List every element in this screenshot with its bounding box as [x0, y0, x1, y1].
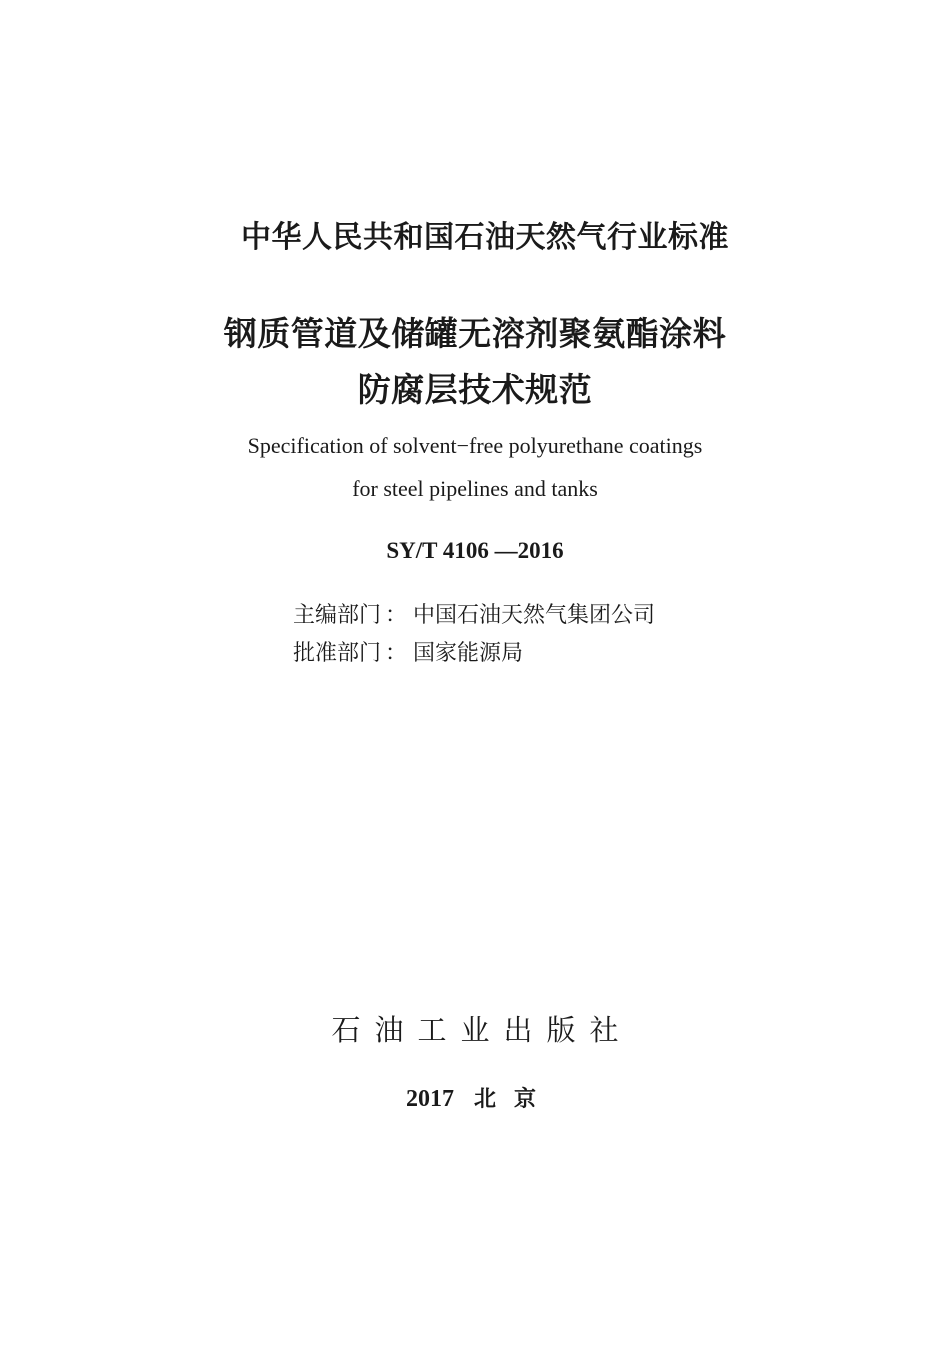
chief-editor-label: 主编部门 [293, 603, 382, 628]
title-en-line1: Specification of solvent−free polyurethane coatings [247, 433, 703, 458]
chief-editor-value: 中国石油天然气集团公司 [413, 603, 656, 628]
title-cn-line1: 钢质管道及储罐无溶剂聚氨酯涂料 [223, 314, 727, 353]
chief-editor-department [293, 598, 655, 629]
approval-department [293, 636, 523, 667]
standard-category: 中华人民共和国石油天然气行业标准 [241, 220, 729, 255]
standard-code: SY/T 4106 —2016 [386, 538, 564, 563]
title-cn-line2: 防腐层技术规范 [357, 370, 593, 409]
title-en-line2: for steel pipelines and tanks [352, 476, 598, 501]
approval-label: 批准部门 [293, 641, 382, 666]
approval-separator: ： [385, 641, 408, 666]
approval-value: 国家能源局 [413, 641, 524, 666]
publication-year: 2017 [405, 1086, 454, 1112]
publisher-name: 石油工业出版社 [331, 1013, 633, 1047]
publication-city: 北京 [473, 1087, 554, 1112]
publication-info [0, 1082, 950, 1113]
chief-editor-separator: ： [385, 603, 408, 628]
